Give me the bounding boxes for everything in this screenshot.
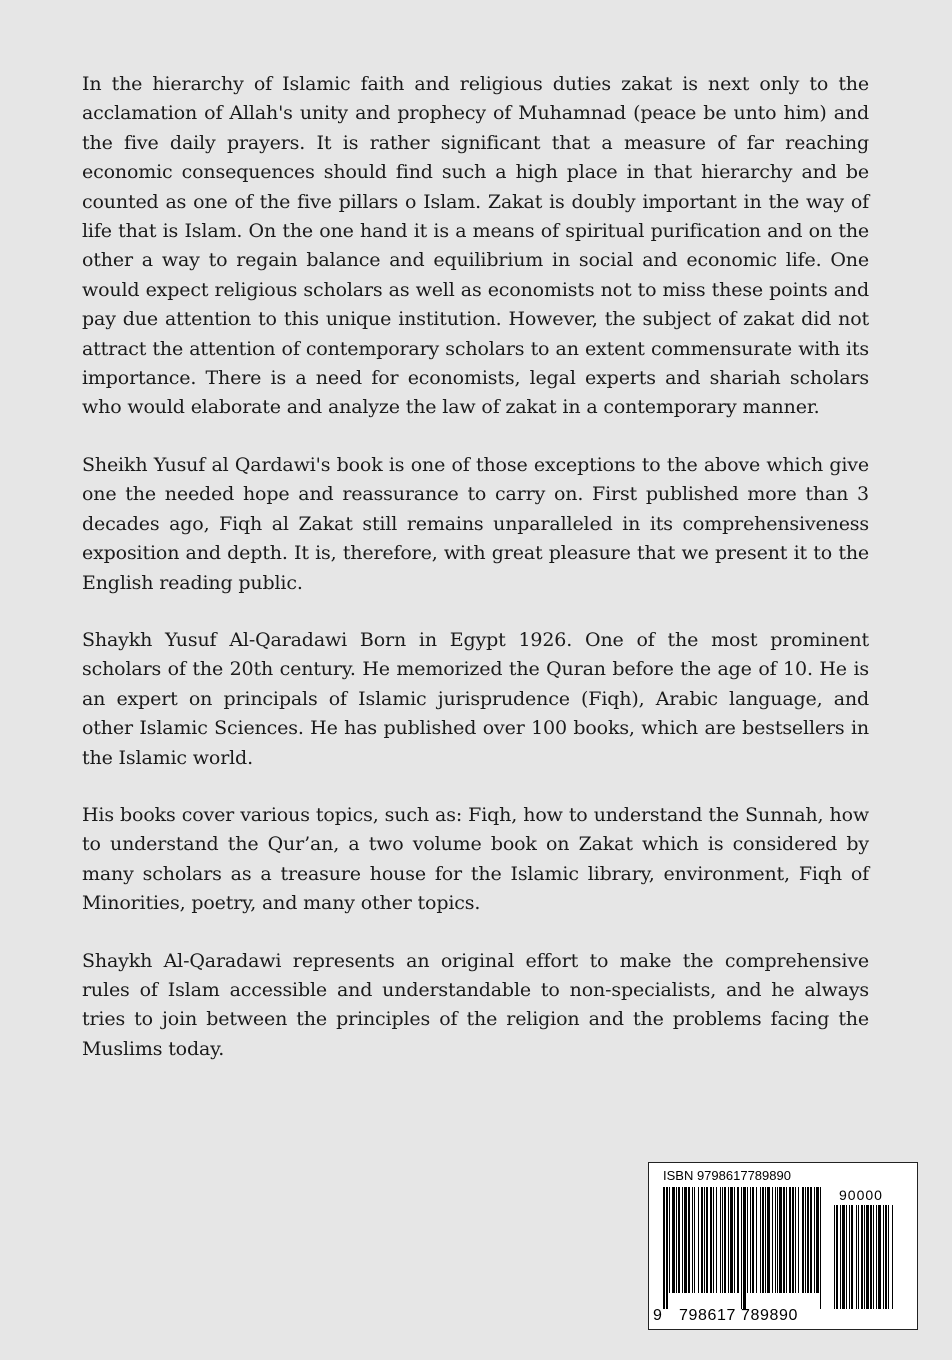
barcode-main-bars bbox=[663, 1187, 829, 1309]
paragraph-book: Sheikh Yusuf al Qardawi's book is one of those exceptions to the above which give one the needed hope and reassurance to carry on. First published more than 3 decades ago, Fiqh al Zakat still remains unparalleled in its comprehensiveness exposition and depth. It is, therefore, with great pleasure that we present it to the English reading public. bbox=[82, 453, 869, 594]
barcode-lead-digit: 9 bbox=[653, 1307, 662, 1324]
isbn-label: ISBN 9798617789890 bbox=[663, 1168, 791, 1183]
paragraph-author-effort: Shaykh Al-Qaradawi represents an original effort to make the comprehensive rules of Islam accessible and understandable to non-specialists, and he always tries to join between the principles of the religion and the problems facing the Muslims today. bbox=[82, 949, 869, 1060]
isbn-barcode bbox=[648, 1162, 918, 1330]
barcode-bottom-digits: 798617 789890 bbox=[679, 1307, 799, 1324]
paragraph-author-bio: Shaykh Yusuf Al-Qaradawi Born in Egypt 1926. One of the most prominent scholars of the 20th century. He memorized the Quran before the age of 10. He is an expert on principals of Islamic jurisprudence (Fiqh), Arabic language, and other Islamic Sciences. He has published over 100 books, which are bestsellers in the Islamic world. bbox=[82, 628, 869, 769]
barcode-addon-bars bbox=[834, 1205, 896, 1309]
back-cover-text bbox=[82, 70, 869, 1092]
paragraph-author-books: His books cover various topics, such as: Fiqh, how to understand the Sunnah, how to understand the Qur’an, a two volume book on Zakat which is considered by many scholars as a treasure house for the Islamic library, environment, Fiqh of Minorities, poetry, and many other topics. bbox=[82, 803, 869, 915]
barcode-addon-digits: 90000 bbox=[839, 1187, 883, 1203]
paragraph-intro: In the hierarchy of Islamic faith and religious duties zakat is next only to the acclamation of Allah's unity and prophecy of Muhamnad (peace be unto him) and the five daily prayers. It is rather significant that a measure of far reaching economic consequences should find such a high place in that hierarchy and be counted as one of the five pillars o Islam. Zakat is doubly important in the way of life that is Islam. On the one hand it is a means of spiritual purification and on the other a way to regain balance and equilibrium in social and economic life. One would expect religious scholars as well as economists not to miss these points and pay due attention to this unique institution. However, the subject of zakat did not attract the attention of contemporary scholars to an extent commensurate with its importance. There is a need for economists, legal experts and shariah scholars who would elaborate and analyze the law of zakat in a contemporary manner. bbox=[82, 73, 869, 419]
